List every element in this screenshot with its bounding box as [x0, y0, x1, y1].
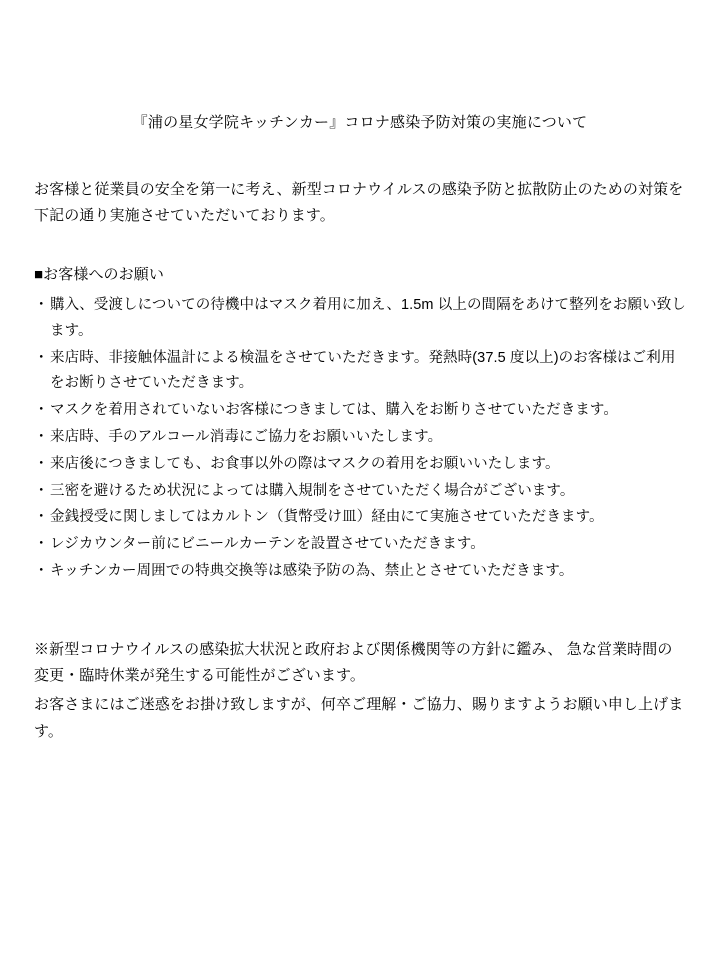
list-item: [34, 293, 686, 345]
list-item: [34, 346, 686, 398]
list-item-text: 金銭授受に関しましてはカルトン（貨幣受け皿）経由にて実施させていただきます。: [50, 509, 604, 526]
list-item: [34, 398, 686, 424]
list-item-text: マスクを着用されていないお客様につきましては、購入をお断りさせていただきます。: [50, 402, 618, 419]
page-title: 『浦の星女学院キッチンカー』コロナ感染予防対策の実施について: [132, 114, 588, 131]
bullet-mark-icon: ・: [34, 402, 49, 419]
bullet-mark-icon: ・: [34, 509, 49, 526]
list-item: [34, 452, 686, 478]
list-item-text: 来店時、手のアルコール消毒にご協力をお願いいたします。: [50, 428, 443, 445]
note-paragraph: お客さまにはご迷惑をお掛け致しますが、何卒ご理解・ご協力、賜りますようお願い申し上げます。: [34, 696, 684, 740]
list-item-text: 三密を避けるため状況によっては購入規制をさせていただく場合がございます。: [50, 482, 575, 499]
bullet-mark-icon: ・: [34, 455, 49, 472]
bullet-mark-icon: ・: [34, 536, 49, 553]
list-item-text: 購入、受渡しについての待機中はマスク着用に加え、1.5m 以上の間隔をあけて整列をお願い致します。: [50, 297, 686, 339]
list-item: [34, 559, 686, 585]
bullet-mark-icon: ・: [34, 297, 49, 313]
list-item: [34, 505, 686, 531]
bullet-mark-icon: ・: [34, 562, 49, 579]
list-item: [34, 425, 686, 451]
customer-requests-list: [34, 293, 686, 585]
bullet-mark-icon: ・: [34, 482, 49, 499]
document-page: [0, 112, 720, 958]
note-paragraph: ※新型コロナウイルスの感染拡大状況と政府および関係機関等の方針に鑑み、 急な営業時間の変更・臨時休業が発生する可能性がございます。: [34, 640, 673, 685]
list-item-text: 来店後につきましても、お食事以外の際はマスクの着用をお願いいたします。: [50, 455, 560, 472]
list-item-text: レジカウンター前にビニールカーテンを設置させていただきます。: [50, 536, 485, 553]
bullet-mark-icon: ・: [34, 349, 49, 366]
section-heading-customer-requests: ■お客様へのお願い: [34, 266, 164, 283]
list-item-text: 来店時、非接触体温計による検温をさせていただきます。発熱時(37.5 度以上)のお客様はご利用をお断りさせていただきます。: [50, 349, 676, 392]
intro-paragraph: お客様と従業員の安全を第一に考え、新型コロナウイルスの感染予防と拡散防止のための対策を下記の通り実施させていただいております。: [34, 180, 684, 224]
list-item: [34, 532, 686, 558]
bullet-mark-icon: ・: [34, 428, 49, 445]
list-item-text: キッチンカー周囲での特典交換等は感染予防の為、禁止とさせていただきます。: [50, 562, 574, 579]
list-item: [34, 479, 686, 505]
closing-note: [34, 637, 686, 746]
